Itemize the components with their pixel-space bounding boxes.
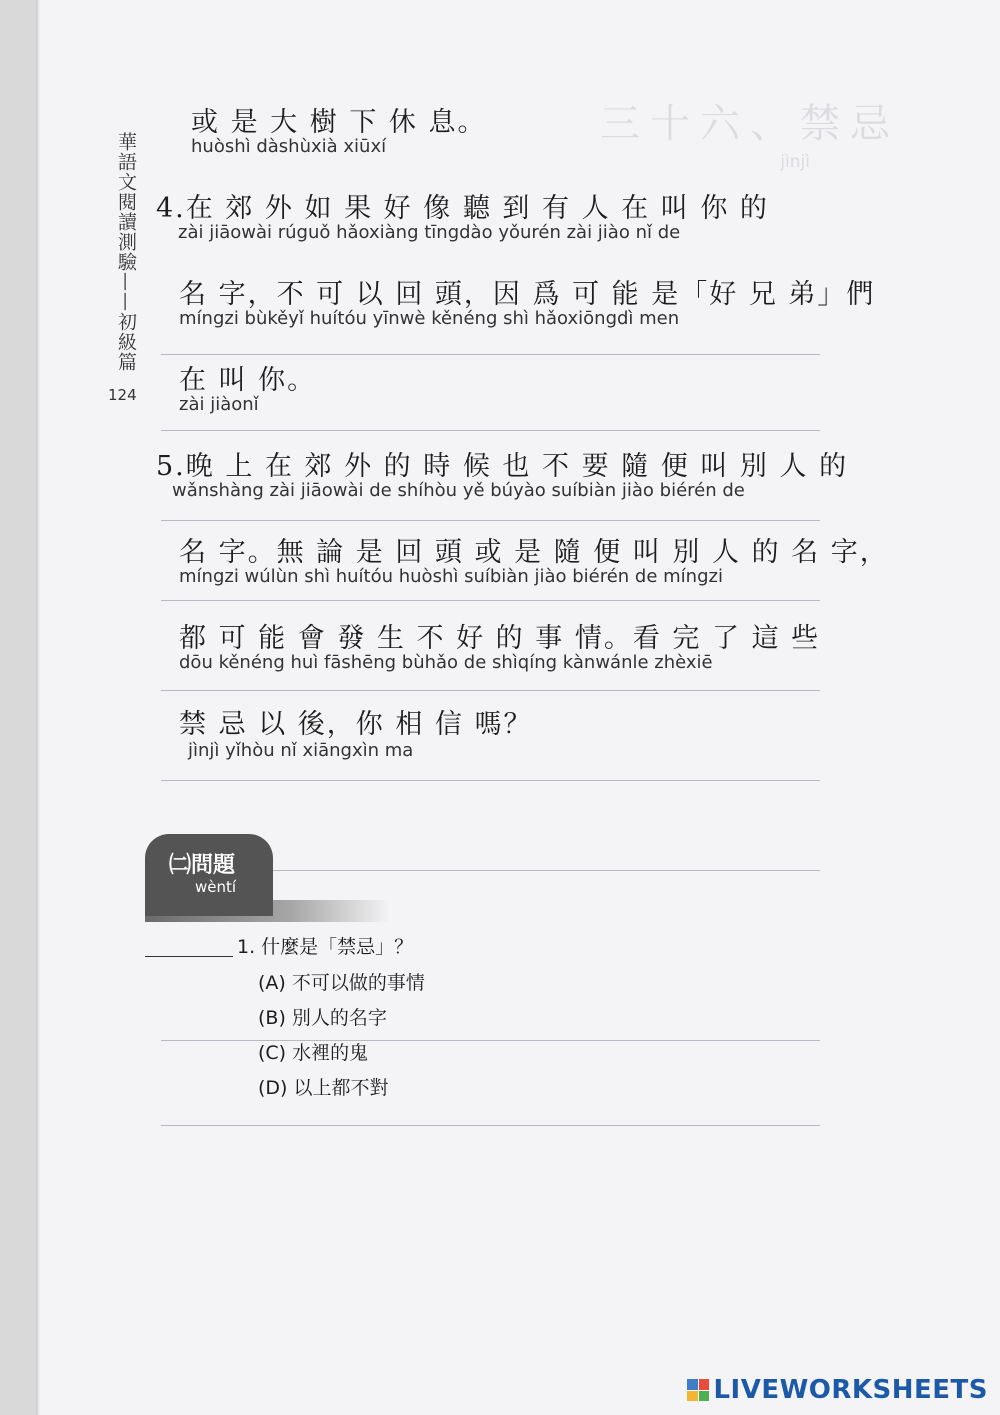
passage-line-4-chinese: 在 叫 你。: [179, 365, 317, 396]
passage-line-8-chinese: 禁 忌 以 後，你 相 信 嗎？: [179, 709, 533, 740]
passage-line-6-pinyin: míngzi wúlùn shì huítóu huòshì suíbiàn jiào biérén de míngzi: [179, 566, 723, 587]
passage-line-1-chinese: 或 是 大 樹 下 休 息。: [191, 107, 487, 138]
passage-line-8-pinyin: jìnjì yǐhòu nǐ xiāngxìn ma: [188, 740, 414, 761]
ruled-line: [161, 780, 820, 781]
passage-line-1-pinyin: huòshì dàshùxià xiūxí: [191, 136, 387, 157]
ruled-line: [161, 354, 820, 355]
section-title: ㈡問題: [169, 853, 236, 878]
section-tab: [145, 834, 273, 916]
book-side-title: 華語文閱讀測驗——初級篇: [115, 132, 137, 372]
liveworksheets-brand: [687, 1375, 988, 1405]
liveworksheets-logo-icon: [687, 1379, 709, 1401]
passage-line-7-chinese: 都 可 能 會 發 生 不 好 的 事 情。看 完 了 這 些: [179, 623, 821, 654]
passage-line-5-pinyin: wǎnshàng zài jiāowài de shíhòu yě búyào suíbiàn jiào biérén de: [172, 480, 745, 501]
passage-line-4-pinyin: zài jiàonǐ: [179, 394, 259, 415]
section-title-pinyin: wèntí: [195, 878, 237, 896]
passage-line-2-pinyin: zài jiāowài rúguǒ hǎoxiàng tīngdào yǒurén zài jiào nǐ de: [178, 222, 681, 243]
ruled-line: [161, 600, 820, 601]
page-number: 124: [108, 386, 137, 404]
answer-blank[interactable]: [145, 956, 233, 957]
page-binding-edge: [36, 0, 40, 1415]
option-c[interactable]: (C) 水裡的鬼: [258, 1042, 369, 1064]
worksheet-page: [36, 0, 1000, 1415]
question-1-text: 1. 什麼是「禁忌」？: [237, 936, 414, 958]
passage-line-3-pinyin: míngzi bùkěyǐ huítóu yīnwè kěnéng shì hǎoxiōngdì men: [179, 308, 680, 329]
passage-line-5-chinese: 5.晚 上 在 郊 外 的 時 候 也 不 要 隨 便 叫 別 人 的: [156, 451, 849, 482]
ruled-line: [161, 690, 820, 691]
passage-line-2-chinese: 4.在 郊 外 如 果 好 像 聽 到 有 人 在 叫 你 的: [156, 193, 769, 224]
passage-line-6-chinese: 名 字。無 論 是 回 頭 或 是 隨 便 叫 別 人 的 名 字，: [179, 537, 889, 568]
option-a[interactable]: (A) 不可以做的事情: [258, 972, 425, 994]
ruled-line: [161, 1125, 820, 1126]
ruled-line: [161, 520, 820, 521]
bleed-through-subtitle: jìnjì: [780, 152, 810, 172]
bleed-through-title: 三十六、禁忌: [600, 101, 900, 147]
option-d[interactable]: (D) 以上都不對: [258, 1077, 389, 1099]
passage-line-7-pinyin: dōu kěnéng huì fāshēng bùhǎo de shìqíng kànwánle zhèxiē: [179, 652, 713, 673]
liveworksheets-wordmark: LIVEWORKSHEETS: [713, 1375, 988, 1405]
option-b[interactable]: (B) 別人的名字: [258, 1007, 387, 1029]
passage-line-3-chinese: 名 字，不 可 以 回 頭，因 爲 可 能 是「好 兄 弟」們: [179, 279, 876, 310]
ruled-line: [161, 430, 820, 431]
